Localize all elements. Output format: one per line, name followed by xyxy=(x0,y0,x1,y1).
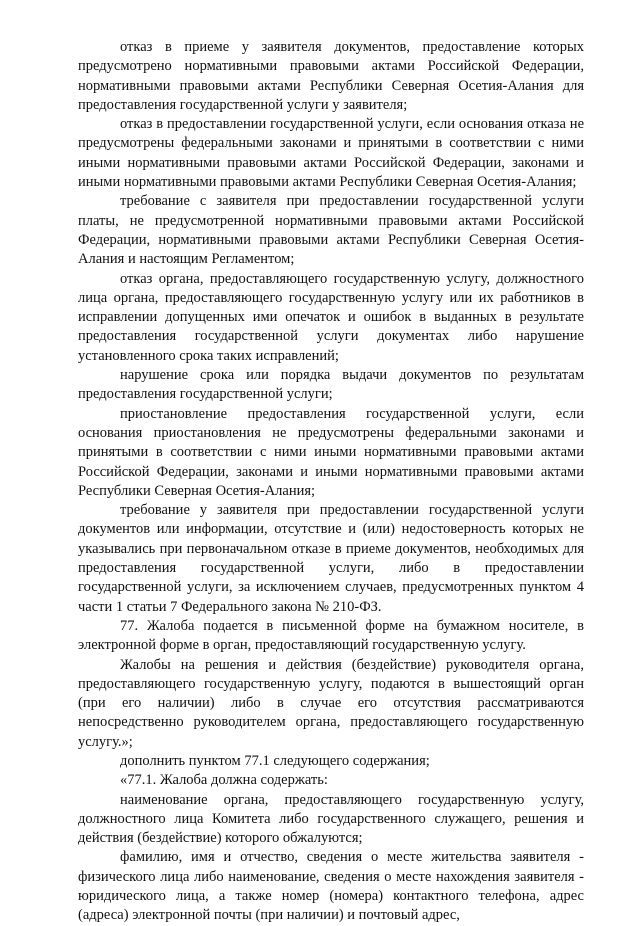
paragraph-complaints-head: Жалобы на решения и действия (бездействие) руководителя органа, предоставляющего государственную услугу, подаются в вышестоящий орган (при его наличии) либо в случае его отсутствия рассматриваются непосредственно руководителем органа, предоставляющего государственную услугу.»; xyxy=(78,656,584,750)
paragraph-fee-requirement: требование с заявителя при предоставлении государственной услуги платы, не предусмотренной нормативными правовыми актами Российской Федерации, нормативными правовыми актами Республики Северная Осетия-Алания и настоящим Регламентом; xyxy=(78,193,584,268)
paragraph-organ-name: наименование органа, предоставляющего государственную услугу, должностного лица Комитета либо государственного служащего, решения и действия (бездействие) которого обжалуются; xyxy=(78,791,584,847)
paragraph-correction-refusal: отказ органа, предоставляющего государственную услугу, должностного лица органа, предоставляющего государственную услугу или их работников в исправлении допущенных ими опечаток и ошибок в выданных в результате предоставления государственной услуги документах либо нарушение установленного срока таких исправлений; xyxy=(78,270,584,364)
paragraph-add-77-1: дополнить пунктом 77.1 следующего содержания; xyxy=(120,752,430,769)
paragraph-document-requirement: требование у заявителя при предоставлении государственной услуги документов или информации, отсутствие и (или) недостоверность которых не указывались при первоначальном отказе в приеме документов, необходимых для предоставления государственной услуги, либо в предоставлении государственной услуги, за исключением случаев, предусмотренных пунктом 4 части 1 статьи 7 Федерального закона № 210-ФЗ. xyxy=(78,502,584,615)
paragraph-77-1-heading: «77.1. Жалоба должна содержать: xyxy=(120,772,328,789)
paragraph-refusal-provision: отказ в предоставлении государственной услуги, если основания отказа не предусмотрены федеральными законами и принятыми в соответствии с ними иными нормативными правовыми актами Российской Федерации, законами и иными нормативными правовыми актами Республики Северная Осетия-Алания; xyxy=(78,116,584,191)
paragraph-applicant-details: фамилию, имя и отчество, сведения о месте жительства заявителя - физического лица либо наименование, сведения о месте нахождения заявителя - юридического лица, а также номер (номера) контактного телефона, адрес (адреса) электронной почты (при наличии) и почтовый адрес, xyxy=(78,849,584,924)
paragraph-refusal-acceptance: отказ в приеме у заявителя документов, предоставление которых предусмотрено нормативными правовыми актами Российской Федерации, нормативными правовыми актами Республики Северная Осетия-Алания для предоставления государственной услуги у заявителя; xyxy=(78,39,584,113)
paragraph-suspension: приостановление предоставления государственной услуги, если основания приостановления не предусмотрены федеральными законами и принятыми в соответствии с ними иными нормативными правовыми актами Российской Федерации, законами и иными нормативными правовыми актами Республики Северная Осетия-Алания; xyxy=(78,405,584,499)
document-body xyxy=(78,38,584,926)
paragraph-issuance-violation: нарушение срока или порядка выдачи документов по результатам предоставления государственной услуги; xyxy=(78,367,584,403)
paragraph-77: 77. Жалоба подается в письменной форме на бумажном носителе, в электронной форме в орган, предоставляющий государственную услугу. xyxy=(78,617,584,654)
